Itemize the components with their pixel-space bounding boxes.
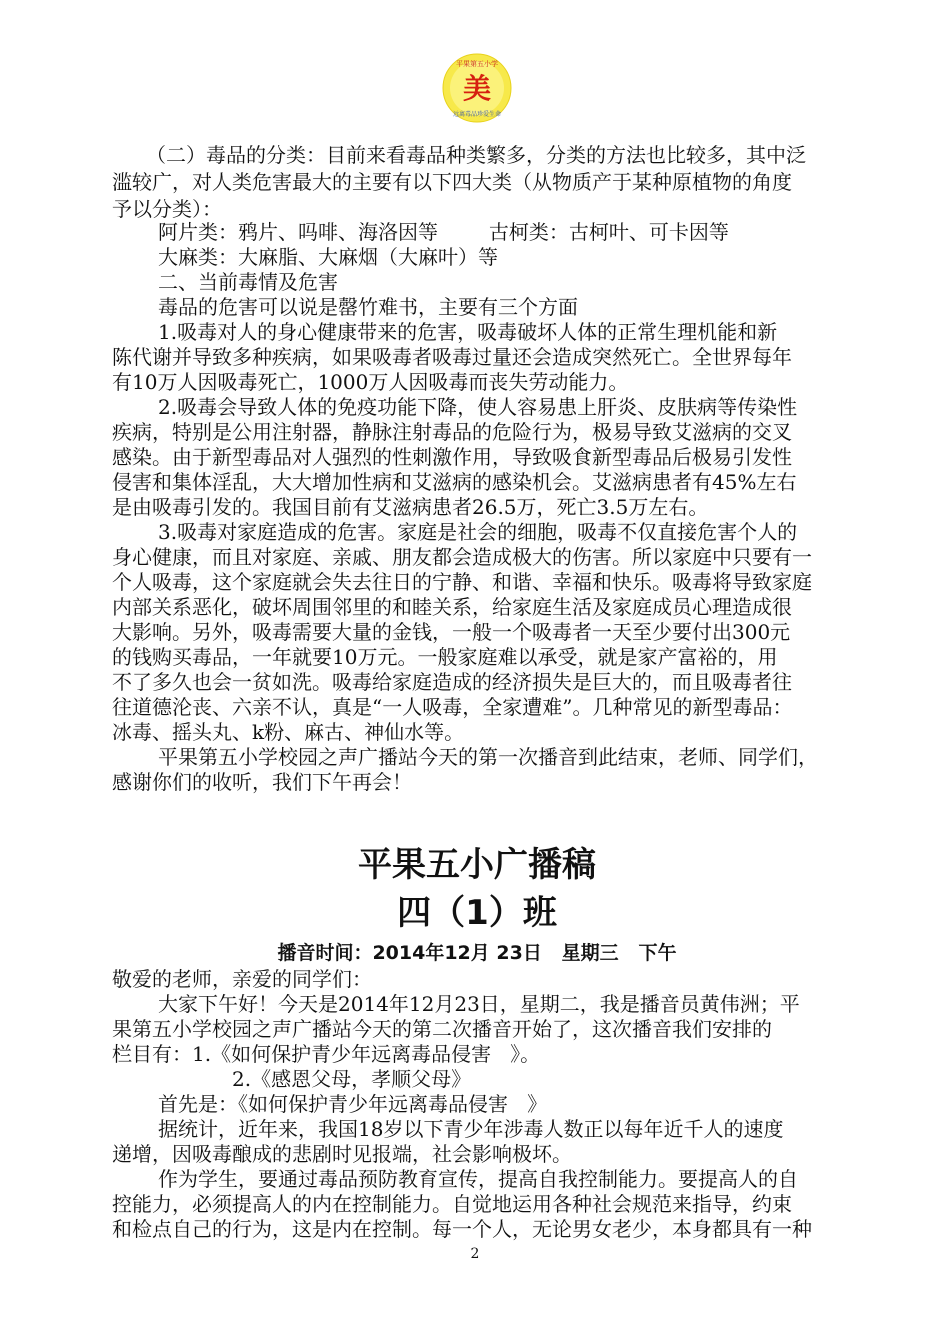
text-line: 果第五小学校园之声广播站今天的第二次播音开始了，这次播音我们安排的 [112, 1017, 772, 1041]
text-line: 大麻类：大麻脂、大麻烟（大麻叶）等 [158, 245, 498, 269]
text-line: 3.吸毒对家庭造成的危害。家庭是社会的细胞，吸毒不仅直接危害个人的 [158, 520, 798, 544]
text-line: 平果第五小学校园之声广播站今天的第一次播音到此结束，老师、同学们， [158, 745, 818, 769]
text-line: 2.《感恩父母，孝顺父母》 [232, 1067, 472, 1091]
page-number: 2 [470, 1246, 480, 1262]
text-line: 2.吸毒会导致人体的免疫功能下降，使人容易患上肝炎、皮肤病等传染性 [158, 395, 798, 419]
text-line: 侵害和集体淫乱，大大增加性病和艾滋病的感染机会。艾滋病患者有45%左右 [112, 470, 797, 494]
logo-glyph: 美 [462, 72, 492, 105]
text-line: 内部关系恶化，破坏周围邻里的和睦关系，给家庭生活及家庭成员心理造成很 [112, 595, 792, 619]
text-line: 大家下午好！今天是2014年12月23日，星期二，我是播音员黄伟洲；平 [158, 992, 800, 1016]
class-title: 四（1）班 [397, 893, 557, 933]
school-logo [441, 52, 513, 124]
text-line: 递增，因吸毒酿成的悲剧时见报端，社会影响极坏。 [112, 1142, 572, 1166]
text-line: 阿片类：鸦片、吗啡、海洛因等 古柯类：古柯叶、可卡因等 [158, 220, 729, 244]
text-line: 身心健康，而且对家庭、亲戚、朋友都会造成极大的伤害。所以家庭中只要有一 [112, 545, 812, 569]
text-line: 感染。由于新型毒品对人强烈的性刺激作用，导致吸食新型毒品后极易引发性 [112, 445, 792, 469]
salutation: 敬爱的老师，亲爱的同学们： [112, 967, 372, 991]
text-line: （二）毒品的分类：目前来看毒品种类繁多，分类的方法也比较多，其中泛 [146, 143, 806, 167]
text-line: 感谢你们的收听，我们下午再会！ [112, 770, 412, 794]
text-line: 是由吸毒引发的。我国目前有艾滋病患者26.5万，死亡3.5万左右。 [112, 495, 709, 519]
text-line: 据统计，近年来，我国18岁以下青少年涉毒人数正以每年近千人的速度 [158, 1117, 784, 1141]
text-line: 有10万人因吸毒死亡，1000万人因吸毒而丧失劳动能力。 [112, 370, 629, 394]
document-title: 平果五小广播稿 [358, 845, 596, 885]
text-line: 不了多久也会一贫如洗。吸毒给家庭造成的经济损失是巨大的，而且吸毒者往 [112, 670, 792, 694]
text-line: 首先是：《如何保护青少年远离毒品侵害 》 [158, 1092, 548, 1116]
text-line: 作为学生，要通过毒品预防教育宣传，提高自我控制能力。要提高人的自 [158, 1167, 798, 1191]
text-line: 和检点自己的行为，这是内在控制。每一个人，无论男女老少，本身都具有一种 [112, 1217, 812, 1241]
text-line: 陈代谢并导致多种疾病，如果吸毒者吸毒过量还会造成突然死亡。全世界每年 [112, 345, 792, 369]
section-heading: 二、当前毒情及危害 [158, 270, 338, 294]
logo-text-bottom: 远离毒品珍爱生命 [452, 111, 502, 118]
text-line: 毒品的危害可以说是罄竹难书，主要有三个方面 [158, 295, 578, 319]
text-line: 疾病，特别是公用注射器，静脉注射毒品的危险行为，极易导致艾滋病的交叉 [112, 420, 792, 444]
text-line: 予以分类）： [112, 197, 222, 221]
text-line: 控能力，必须提高人的内在控制能力。自觉地运用各种社会规范来指导，约束 [112, 1192, 792, 1216]
broadcast-time: 播音时间：2014年12月 23日 星期三 下午 [277, 942, 677, 964]
text-line: 栏目有：1.《如何保护青少年远离毒品侵害 》。 [112, 1042, 541, 1066]
logo-text-top: 平果第五小学 [456, 60, 498, 68]
text-line: 大影响。另外，吸毒需要大量的金钱，一般一个吸毒者一天至少要付出300元 [112, 620, 791, 644]
text-line: 冰毒、摇头丸、k粉、麻古、神仙水等。 [112, 720, 465, 744]
text-line: 往道德沦丧、六亲不认，真是“一人吸毒，全家遭难”。几种常见的新型毒品： [112, 695, 793, 719]
text-line: 1.吸毒对人的身心健康带来的危害，吸毒破坏人体的正常生理机能和新 [158, 320, 778, 344]
text-line: 滥较广，对人类危害最大的主要有以下四大类（从物质产于某种原植物的角度 [112, 170, 792, 194]
text-line: 个人吸毒，这个家庭就会失去往日的宁静、和谐、幸福和快乐。吸毒将导致家庭 [112, 570, 812, 594]
text-line: 的钱购买毒品，一年就要10万元。一般家庭难以承受，就是家产富裕的，用 [112, 645, 778, 669]
